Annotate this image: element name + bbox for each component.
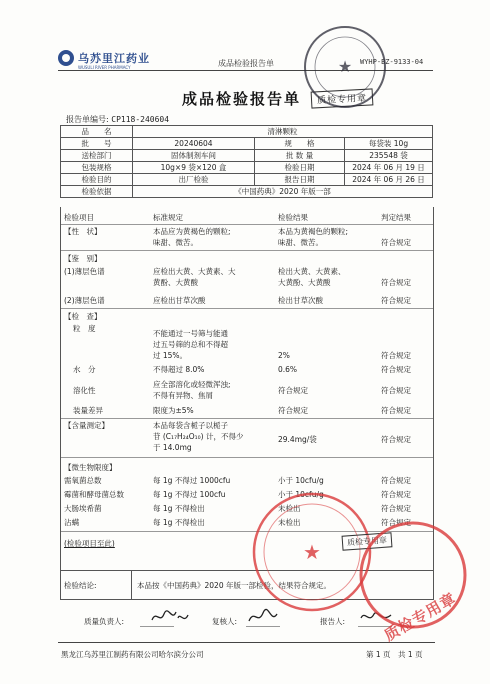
test-item: 水 分 [73, 365, 96, 374]
report-number-value: CP118-240604 [111, 115, 170, 124]
test-item: 【鉴 别】 [64, 254, 102, 263]
col-header-standard: 标准规定 [153, 213, 183, 222]
test-standard: 每 1g 不得过 1000cfu [153, 476, 231, 485]
test-results-section [60, 207, 434, 571]
test-item: 大肠埃希菌 [64, 504, 102, 513]
product-name-value: 清淋颗粒 [133, 126, 433, 138]
batch-value: 20240604 [133, 138, 255, 150]
header-divider [61, 224, 433, 225]
footer-divider [58, 642, 435, 643]
row-divider [61, 418, 433, 419]
test-result: 小于 10cfu/g [278, 490, 324, 499]
test-result: 2% [278, 351, 290, 360]
report-date-value: 2024 年 06 月 26 日 [345, 174, 433, 186]
test-item: 【微生物限度】 [64, 463, 117, 472]
qa-handwritten-signature [150, 606, 190, 628]
basis-value: 《中国药典》2020 年版一部 [133, 186, 433, 198]
batch-label: 批 号 [61, 138, 133, 150]
report-number-label: 报告单编号: [66, 115, 109, 124]
test-result: 未检出 [278, 504, 301, 513]
test-conclusion: 符合规定 [381, 504, 411, 513]
test-conclusion: 符合规定 [381, 435, 411, 444]
quantity-label: 批 数 量 [255, 150, 345, 162]
quantity-value: 235548 袋 [345, 150, 433, 162]
test-standard: 不能通过一号筛与能通 过五号筛的总和不得超 过 15%。 [153, 329, 228, 360]
row-divider [61, 531, 433, 532]
footer-company: 黑龙江乌苏里江制药有限公司哈尔滨分公司 [61, 650, 204, 659]
reporter-signature-label: 报告人: [320, 617, 346, 626]
company-logo [58, 50, 150, 70]
test-item: 【检 查】 [64, 312, 102, 321]
test-item: (1)薄层色谱 [64, 267, 105, 276]
test-result: 0.6% [278, 365, 298, 374]
row-divider [61, 457, 433, 458]
test-standard: 应检出大黄、大黄素、大 黄酚、大黄酸 [153, 267, 236, 287]
title-stamp: 质检专用章 [311, 88, 374, 108]
reviewer-handwritten-signature [246, 606, 280, 628]
test-standard: 应全部溶化或轻微浑浊; 不得有异物、焦屑 [153, 380, 231, 400]
pack-label: 包装规格 [61, 162, 133, 174]
test-standard: 不得超过 8.0% [153, 365, 205, 374]
test-standard: 每 1g 不得检出 [153, 504, 205, 513]
dept-label: 送检部门 [61, 150, 133, 162]
qc-stamp-bottom: 质检专用章 [342, 532, 393, 550]
test-conclusion: 符合规定 [381, 238, 411, 247]
test-conclusion: 符合规定 [381, 406, 411, 415]
test-result: 检出甘草次酸 [278, 296, 323, 305]
purpose-value: 出厂检验 [133, 174, 255, 186]
test-conclusion: 符合规定 [381, 490, 411, 499]
test-conclusion: 符合规定 [381, 351, 411, 360]
col-header-item: 检验项目 [64, 213, 94, 222]
test-result: 小于 10cfu/g [278, 476, 324, 485]
footer-page-number: 第 1 页 共 1 页 [366, 650, 423, 659]
table-row [61, 138, 433, 150]
row-divider [61, 250, 433, 251]
test-conclusion: 符合规定 [381, 518, 411, 527]
test-item: 粒 度 [73, 324, 96, 333]
spec-label: 规 格 [255, 138, 345, 150]
test-conclusion: 符合规定 [381, 386, 411, 395]
test-standard: 应检出甘草次酸 [153, 296, 206, 305]
test-item: (2)薄层色谱 [64, 296, 105, 305]
purpose-label: 检验目的 [61, 174, 133, 186]
test-result: 29.4mg/袋 [278, 435, 317, 444]
reviewer-signature-label: 复核人: [212, 617, 238, 626]
conclusion-divider [131, 571, 132, 599]
product-name-label: 品 名 [61, 126, 133, 138]
test-item: 需氧菌总数 [64, 476, 102, 485]
test-item: 【含量测定】 [64, 421, 109, 430]
report-date-label: 报告日期 [255, 174, 345, 186]
test-item: 【性 状】 [64, 227, 102, 236]
product-info-table [60, 125, 433, 198]
document-code: WYHP-BZ-9133-04 [360, 58, 424, 66]
test-date-value: 2024 年 06 月 19 日 [345, 162, 433, 174]
spec-value: 每袋装 10g [345, 138, 433, 150]
table-row [61, 162, 433, 174]
test-conclusion: 符合规定 [381, 365, 411, 374]
col-header-conclusion: 判定结果 [381, 213, 411, 222]
test-result: 本品为黄褐色的颗粒; 味甜、微苦。 [278, 227, 349, 247]
conclusion-box [60, 570, 434, 600]
logo-emblem-icon [58, 50, 74, 66]
test-conclusion: 符合规定 [381, 476, 411, 485]
test-item: 沾螨 [64, 518, 79, 527]
logo-subtext: WUSULI RIVER PHARMACY [78, 65, 131, 70]
dept-value: 固体制剂车间 [133, 150, 255, 162]
conclusion-text: 本品按《中国药典》2020 年版一部检验，结果符合规定。 [137, 581, 331, 590]
test-standard: 每 1g 不得过 100cfu [153, 490, 226, 499]
conclusion-label: 检验结论: [64, 581, 97, 590]
test-date-label: 检验日期 [255, 162, 345, 174]
table-row [61, 150, 433, 162]
svg-text:★: ★ [303, 540, 321, 564]
test-conclusion: 符合规定 [381, 278, 411, 287]
test-standard: 每 1g 不得检出 [153, 518, 205, 527]
report-title: 成品检验报告单 [182, 90, 302, 108]
test-item: 装量差异 [73, 406, 103, 415]
row-divider [61, 308, 433, 309]
test-item: 霉菌和酵母菌总数 [64, 490, 124, 499]
test-standard: 本品应为黄褐色的颗粒; 味甜、微苦。 [153, 227, 231, 247]
svg-text:★: ★ [337, 57, 353, 76]
test-result: 符合规定 [278, 386, 308, 395]
header-divider [58, 70, 433, 71]
qc-seal-large-text: 质检专用章 [381, 589, 460, 645]
basis-label: 检验依据 [61, 186, 133, 198]
test-standard: 本品每袋含栀子以栀子 苷 (C₁₇H₂₄O₁₀) 计，不得少 于 14.0mg [153, 421, 244, 452]
qa-signature-label: 质量负责人: [84, 617, 125, 626]
table-row [61, 126, 433, 138]
pack-value: 10g×9 袋×120 盒 [133, 162, 255, 174]
test-result: 检出大黄、大黄素、 大黄酚、大黄酸 [278, 267, 346, 287]
end-note: (检验项目至此) [64, 539, 115, 548]
test-result: 未检出 [278, 518, 301, 527]
test-item: 溶化性 [73, 386, 96, 395]
report-number [66, 114, 169, 125]
table-row [61, 174, 433, 186]
col-header-result: 检验结果 [278, 213, 308, 222]
logo-text: 乌苏里江药业 [78, 52, 150, 65]
test-standard: 限度为±5% [153, 406, 194, 415]
header-center-title: 成品检验报告单 [218, 59, 274, 68]
test-conclusion: 符合规定 [381, 296, 411, 305]
test-result: 符合规定 [278, 406, 308, 415]
table-row [61, 186, 433, 198]
